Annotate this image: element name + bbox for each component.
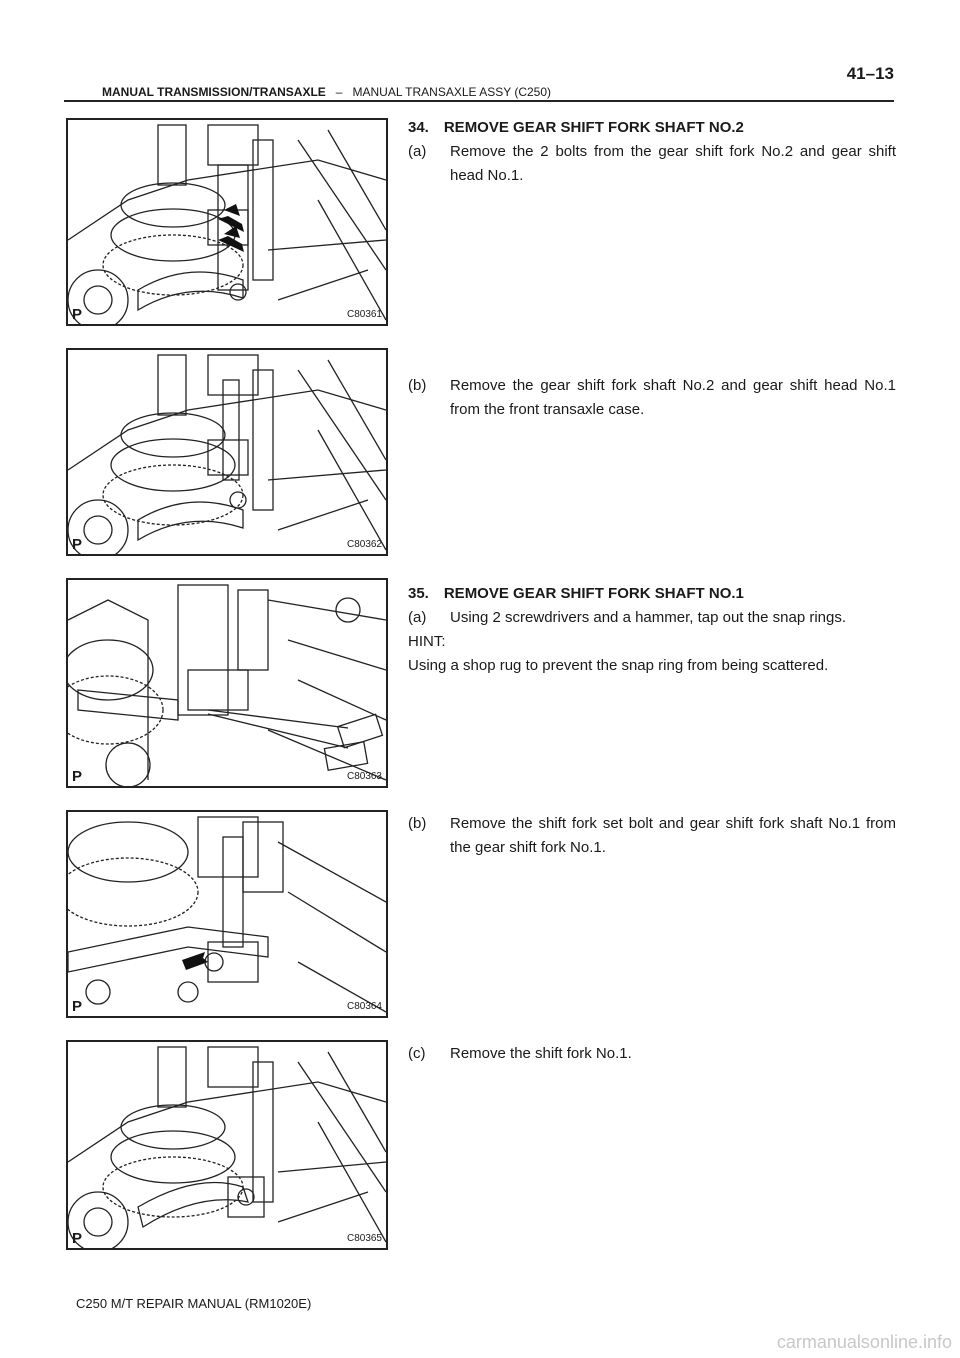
section-title-bold: MANUAL TRANSMISSION/TRANSAXLE — [102, 85, 326, 99]
step-35 — [408, 582, 896, 678]
gear-assembly-illustration — [68, 350, 386, 554]
step-35-c — [408, 1042, 896, 1066]
step-34-a — [408, 140, 896, 188]
item-mark: (a) — [408, 609, 427, 626]
item-text: Remove the shift fork No.1. — [450, 1045, 632, 1062]
item-text: Using 2 screwdrivers and a hammer, tap out the snap rings. — [450, 609, 847, 626]
step-35-title: 35. REMOVE GEAR SHIFT FORK SHAFT NO.1 — [408, 585, 744, 602]
page-footer: C250 M/T REPAIR MANUAL (RM1020E) — [76, 1296, 312, 1311]
section-subtitle: MANUAL TRANSAXLE ASSY (C250) — [352, 85, 552, 99]
figure-p-mark: P — [72, 306, 83, 323]
step-35-b — [408, 812, 896, 860]
page-number: 41–13 — [846, 64, 894, 83]
step-34-title: 34. REMOVE GEAR SHIFT FORK SHAFT NO.2 — [408, 119, 744, 136]
figure-code: C80364 — [346, 1001, 382, 1012]
step-34 — [408, 116, 896, 188]
item-mark: (a) — [408, 143, 427, 160]
figure-c80361 — [66, 118, 388, 326]
step-35-c-item — [408, 1042, 896, 1066]
item-text: Remove the shift fork set bolt and gear shift fork shaft No.1 from the gear shift fork No.1. — [450, 815, 896, 856]
item-text: Remove the gear shift fork shaft No.2 and gear shift head No.1 from the front transaxle case. — [450, 377, 896, 418]
step-35-b-item — [408, 812, 896, 860]
page-header — [64, 56, 894, 100]
item-text: Remove the 2 bolts from the gear shift fork No.2 and gear shift head No.1. — [450, 143, 896, 184]
figure-code: C80361 — [346, 309, 382, 320]
hint-text: Using a shop rug to prevent the snap ring from being scattered. — [408, 657, 829, 674]
item-mark: (b) — [408, 815, 427, 832]
section-title — [102, 85, 551, 99]
watermark: carmanualsonline.info — [776, 1332, 952, 1352]
figure-code: C80365 — [346, 1233, 382, 1244]
figure-p-mark: P — [72, 998, 83, 1015]
figure-c80363 — [66, 578, 388, 788]
hint-label: HINT: — [408, 633, 446, 650]
figure-code: C80362 — [346, 539, 382, 550]
section-separator: – — [335, 85, 343, 99]
figure-p-mark: P — [72, 536, 83, 553]
shift-fork-illustration — [68, 812, 386, 1016]
screwdriver-illustration — [68, 580, 386, 786]
step-35-a — [408, 606, 896, 630]
item-mark: (b) — [408, 377, 427, 394]
item-mark: (c) — [408, 1045, 426, 1062]
figure-code: C80363 — [346, 771, 382, 782]
gear-assembly-illustration — [68, 120, 386, 324]
header-rule — [64, 100, 894, 102]
figure-c80365 — [66, 1040, 388, 1250]
figure-p-mark: P — [72, 1230, 83, 1247]
figure-p-mark: P — [72, 768, 83, 785]
step-34-b — [408, 374, 896, 422]
figure-c80362 — [66, 348, 388, 556]
figure-c80364 — [66, 810, 388, 1018]
step-34-b-item — [408, 374, 896, 422]
shift-fork-removal-illustration — [68, 1042, 386, 1248]
